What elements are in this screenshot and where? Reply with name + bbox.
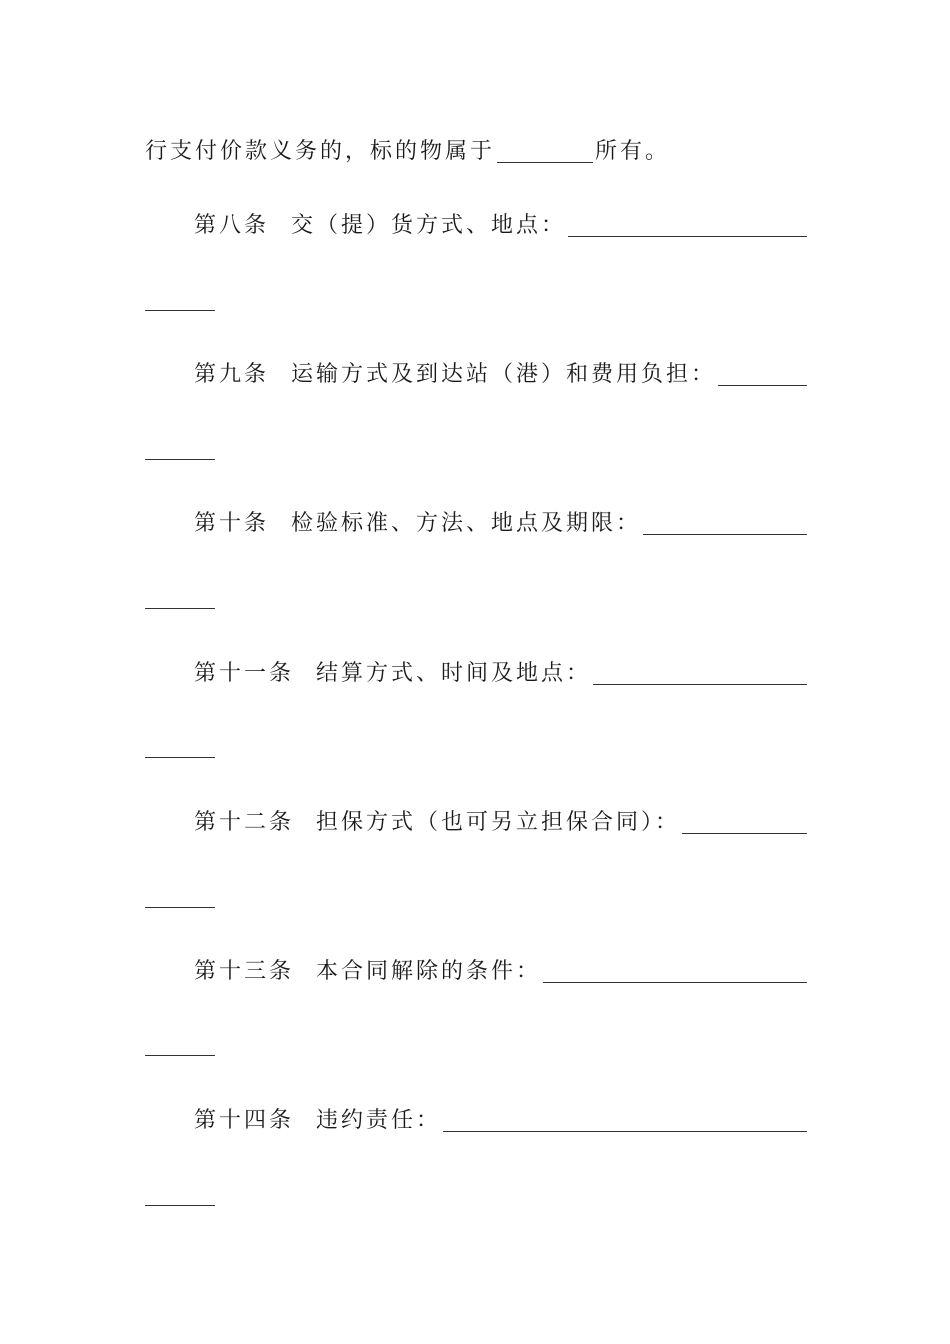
clause-10-tail-blank [145, 608, 215, 609]
clause-12-number: 第十二条 [194, 810, 295, 835]
clause-8-text: 交（提）货方式、地点： [291, 213, 567, 238]
clause-13-tail-blank [145, 1055, 215, 1056]
clause-14-blank [443, 1107, 807, 1132]
clause-12 [145, 808, 807, 838]
continuation-text-after: 所有。 [595, 139, 671, 164]
clause-10-number: 第十条 [194, 511, 270, 536]
clause-10-text: 检验标准、方法、地点及期限： [291, 511, 642, 536]
clause-10 [145, 509, 807, 539]
continuation-text-before: 行支付价款义务的，标的物属于 [145, 139, 496, 164]
clause-14 [145, 1106, 807, 1136]
clause-14-tail-blank [145, 1205, 215, 1206]
clause-9-number: 第九条 [194, 362, 270, 387]
clause-9-tail-blank [145, 459, 215, 460]
clause-8 [145, 211, 807, 241]
clause-11-tail-blank [145, 757, 215, 758]
clause-8-tail-blank [145, 310, 215, 311]
clause-12-text: 担保方式（也可另立担保合同）： [316, 810, 681, 835]
clause-12-blank [682, 809, 807, 834]
clause-9-text: 运输方式及到达站（港）和费用负担： [291, 362, 717, 387]
clause-10-blank [643, 510, 807, 535]
clause-11 [145, 659, 807, 689]
clause-12-tail-blank [145, 907, 215, 908]
clause-11-blank [593, 660, 807, 685]
clause-14-number: 第十四条 [194, 1108, 295, 1133]
clause-9 [145, 360, 807, 390]
clause-11-text: 结算方式、时间及地点： [316, 661, 592, 686]
clause-8-number: 第八条 [194, 213, 270, 238]
clause-11-number: 第十一条 [194, 661, 295, 686]
clause-13 [145, 957, 807, 987]
owner-blank [497, 138, 593, 163]
clause-8-blank [568, 212, 807, 237]
clause-13-text: 本合同解除的条件： [316, 959, 542, 984]
clause-9-blank [718, 361, 807, 386]
clause-14-text: 违约责任： [316, 1108, 442, 1133]
clause-13-number: 第十三条 [194, 959, 295, 984]
clause-13-blank [543, 958, 807, 983]
continuation-line [145, 137, 807, 167]
